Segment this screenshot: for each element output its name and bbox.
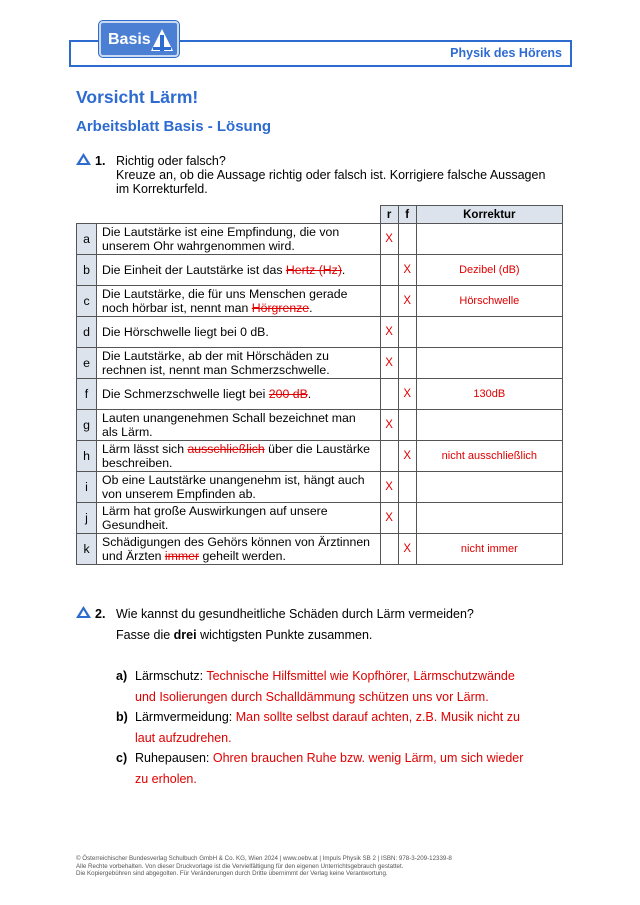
statement-text: Lärm lässt sich xyxy=(102,442,188,456)
row-correction: Dezibel (dB) xyxy=(416,255,562,286)
answer-table xyxy=(76,205,563,565)
section-title: Physik des Hörens xyxy=(450,46,562,60)
statement-text: Die Schmerzschwelle liegt bei xyxy=(102,387,269,401)
table-row xyxy=(77,534,563,565)
statement-text-end: . xyxy=(341,263,346,277)
task2-question: Wie kannst du gesundheitliche Schäden durch Lärm vermeiden? xyxy=(116,607,474,621)
row-letter: b xyxy=(77,255,97,286)
task1-number: 1. xyxy=(95,154,106,168)
statement-text-end: geheilt werden. xyxy=(199,549,286,563)
row-mark-f xyxy=(398,224,416,255)
row-statement xyxy=(97,379,381,410)
task2-instruction xyxy=(116,628,372,642)
row-mark-f xyxy=(398,348,416,379)
triangle-icon xyxy=(149,27,175,53)
statement-text: Die Lautstärke, ab der mit Hörschäden zu rechnen ist, nennt man Schmerzschwelle. xyxy=(102,349,330,377)
row-mark-r: X xyxy=(380,503,398,534)
row-mark-f xyxy=(398,472,416,503)
instruction-bold: drei xyxy=(173,628,197,642)
row-mark-f: X xyxy=(398,441,416,472)
task1-heading: Richtig oder falsch? xyxy=(116,154,226,168)
table-row xyxy=(77,317,563,348)
statement-text-end: . xyxy=(307,387,312,401)
table-row xyxy=(77,410,563,441)
task1-instruction: Kreuze an, ob die Aussage richtig oder falsch ist. Korrigiere falsche Aussagen im Korrekturfeld. xyxy=(116,168,546,196)
struck-text: ausschließlich xyxy=(187,442,265,456)
item-term: Lärmvermeidung: xyxy=(135,710,236,724)
struck-text: Hertz (Hz) xyxy=(285,263,342,277)
struck-text: immer xyxy=(164,549,200,563)
row-statement xyxy=(97,441,381,472)
row-mark-r xyxy=(380,534,398,565)
statement-text: Die Hörschwelle liegt bei 0 dB. xyxy=(102,325,269,339)
row-mark-f: X xyxy=(398,286,416,317)
statement-text: Die Einheit der Lautstärke ist das xyxy=(102,263,286,277)
row-statement xyxy=(97,255,381,286)
list-item xyxy=(116,666,526,707)
instruction-post: wichtigsten Punkte zusammen. xyxy=(196,628,373,642)
row-statement xyxy=(97,348,381,379)
row-statement xyxy=(97,286,381,317)
page-subtitle: Arbeitsblatt Basis - Lösung xyxy=(76,118,272,135)
row-mark-f: X xyxy=(398,379,416,410)
row-mark-r: X xyxy=(380,348,398,379)
row-correction xyxy=(416,348,562,379)
statement-text: Die Lautstärke, die für uns Menschen gerade noch hörbar ist, nennt man xyxy=(102,287,348,315)
row-mark-f xyxy=(398,503,416,534)
row-statement xyxy=(97,224,381,255)
footer-line: Alle Rechte vorbehalten. Von dieser Druckvorlage ist die Vervielfältigung für den eigenen Unterrichtsgebrauch gestattet. xyxy=(76,862,404,870)
row-letter: h xyxy=(77,441,97,472)
statement-text: Ob eine Lautstärke unangenehm ist, hängt auch von unserem Empfinden ab. xyxy=(102,473,365,501)
row-mark-r: X xyxy=(380,410,398,441)
item-term: Lärmschutz: xyxy=(135,669,207,683)
item-answer: Man sollte selbst darauf achten, z.B. Musik nicht zu laut aufzudrehen. xyxy=(135,710,520,745)
row-mark-r: X xyxy=(380,472,398,503)
row-statement xyxy=(97,503,381,534)
table-row xyxy=(77,503,563,534)
row-correction xyxy=(416,317,562,348)
column-header-r: r xyxy=(380,206,398,224)
row-mark-r xyxy=(380,379,398,410)
row-mark-f: X xyxy=(398,255,416,286)
table-row xyxy=(77,286,563,317)
row-correction xyxy=(416,224,562,255)
item-label: c) xyxy=(116,751,128,765)
row-correction: 130dB xyxy=(416,379,562,410)
item-answer: Technische Hilfsmittel wie Kopfhörer, Lärmschutzwände und Isolierungen durch Schalldämmung schützen uns vor Lärm. xyxy=(135,669,515,704)
item-label: a) xyxy=(116,669,128,683)
row-mark-r: X xyxy=(380,224,398,255)
footer xyxy=(76,855,452,878)
basis-logo xyxy=(99,21,179,57)
list-item xyxy=(116,707,526,748)
row-letter: e xyxy=(77,348,97,379)
row-statement xyxy=(97,472,381,503)
row-mark-f xyxy=(398,410,416,441)
row-letter: d xyxy=(77,317,97,348)
difficulty-icon xyxy=(76,153,91,165)
difficulty-icon xyxy=(76,606,91,618)
struck-text: 200 dB xyxy=(268,387,308,401)
statement-text: Lauten unangenehmen Schall bezeichnet man als Lärm. xyxy=(102,411,356,439)
list-item xyxy=(116,748,526,789)
row-letter: j xyxy=(77,503,97,534)
column-header-correction: Korrektur xyxy=(416,206,562,224)
row-letter: i xyxy=(77,472,97,503)
item-term: Ruhepausen: xyxy=(135,751,213,765)
table-row xyxy=(77,348,563,379)
table-header-blank xyxy=(77,206,381,224)
page-title: Vorsicht Lärm! xyxy=(76,87,199,107)
table-header-row xyxy=(77,206,563,224)
statement-text: Die Lautstärke ist eine Empfindung, die von unserem Ohr wahrgenommen wird. xyxy=(102,225,340,253)
statement-text-end: über die Laustärke beschreiben. xyxy=(102,442,370,470)
statement-text-end: . xyxy=(309,301,313,315)
footer-line: Die Kopiergebühren sind abgegolten. Für Veränderungen durch Dritte übernimmt der Verlag keine Verantwortung. xyxy=(76,870,388,877)
row-mark-r: X xyxy=(380,317,398,348)
row-statement xyxy=(97,410,381,441)
instruction-pre: Fasse die xyxy=(116,628,174,642)
row-correction xyxy=(416,410,562,441)
row-correction xyxy=(416,503,562,534)
task2-number: 2. xyxy=(95,607,106,621)
table-row xyxy=(77,224,563,255)
row-correction: nicht ausschließlich xyxy=(416,441,562,472)
logo-text: Basis xyxy=(108,31,151,48)
row-correction xyxy=(416,472,562,503)
table-row xyxy=(77,441,563,472)
row-mark-r xyxy=(380,441,398,472)
table-row xyxy=(77,472,563,503)
row-mark-f: X xyxy=(398,534,416,565)
row-correction: nicht immer xyxy=(416,534,562,565)
row-statement xyxy=(97,317,381,348)
row-letter: g xyxy=(77,410,97,441)
item-label: b) xyxy=(116,710,128,724)
struck-text: Hörgrenze xyxy=(251,301,310,315)
row-mark-r xyxy=(380,255,398,286)
table-row xyxy=(77,379,563,410)
table-row xyxy=(77,255,563,286)
footer-line: © Österreichischer Bundesverlag Schulbuch GmbH & Co. KG, Wien 2024 | www.oebv.at | Impuls Physik SB 2 | ISBN: 978-3-209-12339-8 xyxy=(76,855,452,862)
row-letter: f xyxy=(77,379,97,410)
column-header-f: f xyxy=(398,206,416,224)
statement-text: Schädigungen des Gehörs können von Ärztinnen und Ärzten xyxy=(102,535,371,563)
item-answer: Ohren brauchen Ruhe bzw. wenig Lärm, um sich wieder zu erholen. xyxy=(135,751,524,786)
row-letter: a xyxy=(77,224,97,255)
row-mark-r xyxy=(380,286,398,317)
row-letter: k xyxy=(77,534,97,565)
row-mark-f xyxy=(398,317,416,348)
answer-list xyxy=(116,666,526,789)
statement-text: Lärm hat große Auswirkungen auf unsere Gesundheit. xyxy=(102,504,328,532)
row-statement xyxy=(97,534,381,565)
row-correction: Hörschwelle xyxy=(416,286,562,317)
row-letter: c xyxy=(77,286,97,317)
